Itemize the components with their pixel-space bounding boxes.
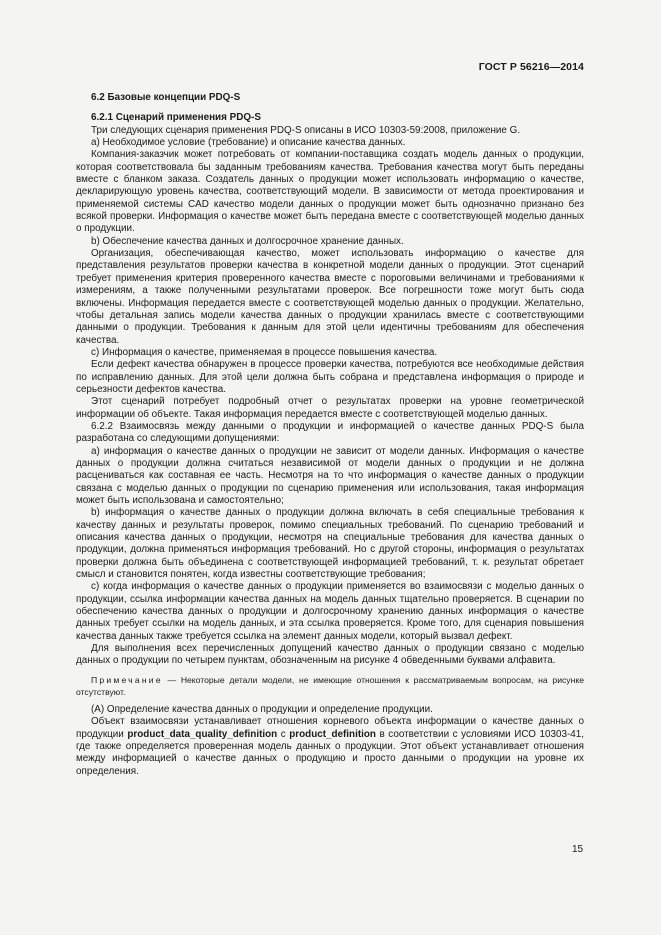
standard-header: ГОСТ Р 56216—2014 [478,61,584,73]
paragraph: Компания-заказчик может потребовать от компании-поставщика создать модель данных о продукции, которая соответствовала бы заданным требованиям качества. Требования качества могут быть переданы вместе с бланком заказа. Создатель данных о продукции может использовать информацию о качестве, декларирующую уровень качества, соответствующий модели. В зависимости от метода проектирования и применяемой системы CAD качество модели данных о продукции может быть однозначно признано без всякой проверки. Информация о качестве может быть передана вместе с соответствующей моделью данных о продукции. [76,149,584,235]
assumption-c: c) когда информация о качестве данных о продукции применяется во взаимосвязи с моделью данных о продукции, ссылка информации качества данных на модель данных тщательно проверяется. В сценарии по обеспечению качества данных о продукции и долгосрочному хранению данных информация о качестве данных требует ссылки на модель данных, и эта ссылка проверяется. Кроме того, для сценария повышения качества данных также требуется ссылка на элемент данных модели, который вызвал дефект. [76,581,584,642]
note-text: Некоторые детали модели, не имеющие отношения к рассматриваемым вопросам, на рисунке отсутствуют. [76,674,584,697]
section-heading: 6.2 Базовые концепции PDQ-S [91,92,241,103]
assumption-b: b) информация о качестве данных о продукции должна включать в себя специальные требования к качеству данных и результаты проверок, помимо специальных требований. По сценарию требований и описания качества данных о продукции, несмотря на специальные требования для качества данных о продукции, должна применяться информация требований. Но с другой стороны, информация о результатах проверки должна быть объединена с соответствующей информацией требований, т. к. результат обретает смысл и становится понятен, когда известны соответствующие требования; [76,507,584,581]
item-a-paragraph [76,716,584,778]
item-a-title: (A) Определение качества данных о продукции и определение продукции. [91,703,433,715]
entity-term: product_data_quality_definition [127,728,278,740]
assumption-a: a) информация о качестве данных о продукции не зависит от модели данных. Информация о качестве данных о продукции должна считаться независимой от модели данных о продукции и не должна расцениваться как составная ее часть. Несмотря на то что информация о качестве данных о продукции связана с моделью данных о продукции по сценарию применения или использования, такая информация может быть использована и самостоятельно; [76,445,584,506]
scenario-a-heading: a) Необходимое условие (требование) и описание качества данных. [91,137,406,149]
note [76,674,584,698]
scenario-c-heading: c) Информация о качестве, применяемая в процессе повышения качества. [91,346,438,358]
page-content [76,92,584,778]
note-dash: — [167,674,177,685]
subsection-heading: 6.2.1 Сценарий применения PDQ-S [91,112,261,124]
clause-6-2-2: 6.2.2 Взаимосвязь между данными о продукции и информацией о качестве данных PDQ-S была разработана со следующими допущениями: [76,420,584,445]
item-a-text: в соответствии с условиями ИСО 10303-41, где также определяется проверенная модель данных о продукции. Этот объект устанавливает отношения между информацией о качестве данных о продукцию и просто данными о продукции на уровне их определения. [76,728,584,777]
connector: с [280,728,286,740]
entity-term: product_definition [289,728,376,740]
paragraph: Организация, обеспечивающая качество, может использовать информацию о качестве для представления результатов проверки качества в конкретной модели данных о продукции. Этот сценарий требует применения критерия проверенного качества вместе с пороговыми величинами и требованиями к измерениям, а также полученными результатами проверок. Все погрешности тоже могут быть сюда включены. Информация передается вместе с соответствующей моделью данных о продукции. Желательно, чтобы детальная запись модели качества данных о продукции хранилась вместе с соответствующими данными о продукции. Требования к данным для этой цели идентичны требованиям для обеспечения качества. [76,248,584,346]
note-label: Примечание [91,674,163,685]
item-a-text: Объект взаимосвязи устанавливает отношения корневого объекта информации о качестве данных о продукции [76,716,584,740]
paragraph: Этот сценарий потребует подробный отчет о результатах проверки на уровне геометрической информации об объекте. Такая информация передается вместе с соответствующей моделью данных. [76,396,584,420]
paragraph: Если дефект качества обнаружен в процессе проверки качества, потребуются все необходимые действия по исправлению данных. Для этой цели должна быть собрана и представлена информация о природе и серьезности дефектов качества. [76,359,584,395]
paragraph: Три следующих сценария применения PDQ-S описаны в ИСО 10303-59:2008, приложение G. [91,124,521,136]
page-number: 15 [572,844,584,855]
paragraph: Для выполнения всех перечисленных допущений качество данных о продукции связано с моделью данных о продукции по четырем пунктам, обозначенным на рисунке 4 обведенными буквами алфавита. [76,643,584,667]
scenario-b-heading: b) Обеспечение качества данных и долгосрочное хранение данных. [91,235,404,247]
